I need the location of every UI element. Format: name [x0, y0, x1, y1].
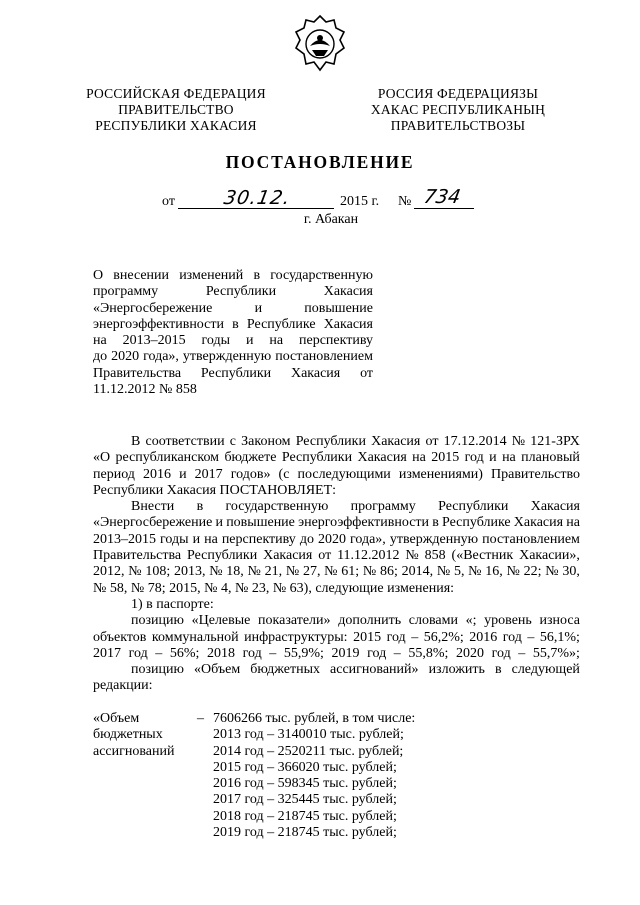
body-word: 56,2%; — [423, 629, 464, 645]
body-line — [93, 662, 580, 678]
body-word: год — [367, 645, 387, 661]
funding-line: 2015 год – 366020 тыс. рублей; — [213, 759, 397, 775]
body-word: на — [502, 450, 516, 466]
body-word: 56%; — [169, 645, 200, 661]
date-prefix: от — [162, 194, 175, 209]
body-word: год — [242, 645, 262, 661]
body-word: и — [489, 450, 497, 466]
subject-line — [93, 366, 373, 382]
body-word: ассигнований» — [330, 662, 419, 678]
subject-word: на — [93, 333, 107, 349]
body-word: соответствии — [145, 434, 225, 449]
body-word: до — [299, 531, 314, 547]
body-word: года», — [349, 531, 386, 547]
body-word: № — [511, 434, 526, 449]
body-word: на — [566, 515, 580, 531]
body-line — [93, 646, 580, 662]
body-text — [93, 434, 580, 695]
body-line — [93, 483, 580, 499]
body-word: 55,8%; — [408, 645, 449, 661]
body-word: 55,9%; — [283, 645, 324, 661]
body-word: («Вестник — [451, 548, 514, 564]
header-right-line: РОССИЯ ФЕДЕРАЦИЯЗЫ — [377, 86, 539, 101]
body-line — [93, 630, 580, 646]
subject-block — [93, 268, 373, 398]
body-word: 17.12.2014 — [443, 434, 507, 449]
body-word: № — [506, 564, 520, 580]
subject-word: и — [245, 333, 254, 349]
body-word: – — [527, 629, 535, 645]
body-word: с — [229, 434, 236, 449]
body-word: Хакасия — [263, 548, 313, 564]
body-word: 2019 — [331, 645, 360, 661]
body-line — [93, 434, 580, 450]
body-word: словами — [408, 613, 458, 629]
body-word: – — [518, 645, 526, 661]
body-word: 2014, — [401, 564, 434, 580]
subject-line — [93, 382, 373, 398]
body-line — [93, 515, 580, 531]
body-word: 2013–2015 — [93, 531, 156, 547]
body-word: год — [128, 645, 148, 661]
body-word: период — [93, 466, 135, 482]
body-word: В — [131, 434, 141, 449]
subject-word: изменений — [179, 268, 244, 283]
body-word: № — [468, 564, 482, 580]
number-underline — [414, 208, 474, 209]
subject-line — [93, 317, 373, 333]
subject-word: Республики — [200, 365, 272, 381]
body-word: 2015 — [353, 629, 382, 645]
body-word: в — [196, 499, 204, 515]
subject-word: постановлением — [275, 349, 373, 365]
body-word: Правительства — [93, 548, 182, 564]
body-word: инфраструктуры: — [244, 629, 348, 645]
body-word: государственную — [225, 499, 329, 515]
body-word: объектов — [93, 629, 147, 645]
coat-of-arms-icon — [292, 14, 348, 74]
body-word: № — [247, 564, 261, 580]
subject-word: на — [269, 333, 284, 349]
body-word: 22; — [523, 564, 542, 580]
body-word: Хакасия — [530, 499, 580, 515]
body-line — [93, 532, 580, 548]
header-right-line: ХАКАС РЕСПУБЛИКАНЫҢ — [370, 102, 546, 117]
subject-word: Хакасия — [323, 284, 373, 300]
body-word: 2012, — [93, 564, 125, 580]
body-word: Республики Хакасия ПОСТАНОВЛЯЕТ: — [93, 482, 337, 498]
body-word: и — [179, 466, 187, 482]
body-word: износа — [539, 613, 580, 629]
body-word: год — [386, 629, 406, 645]
body-word: «; — [465, 613, 477, 629]
body-word: от — [318, 548, 332, 564]
body-word: перспективу — [221, 531, 296, 547]
body-word: показатели» — [258, 613, 331, 629]
subject-word: в — [232, 316, 239, 332]
body-line — [93, 581, 580, 597]
subject-word: 2020 — [111, 349, 140, 365]
subject-word: энергоэффективности — [93, 316, 224, 332]
body-line — [93, 613, 580, 629]
header-right — [355, 86, 561, 134]
body-word: Республики — [186, 548, 258, 564]
body-word: 1) в паспорте: — [131, 596, 214, 612]
body-word: в — [494, 662, 502, 678]
body-word: 18, — [226, 564, 244, 580]
funding-line: 2019 год – 218745 тыс. рублей; — [213, 825, 397, 841]
body-word: 86; — [379, 564, 398, 580]
body-word: повышение — [226, 515, 295, 531]
city: г. Абакан — [303, 212, 359, 227]
body-word: «Энергосбережение — [93, 515, 213, 531]
subject-word: до — [93, 349, 108, 365]
subject-word: Хакасия — [323, 316, 373, 332]
subject-line — [93, 301, 373, 317]
body-line — [93, 499, 580, 515]
subject-word: 2013–2015 — [122, 333, 186, 349]
body-word: Хакасии», — [519, 548, 580, 564]
body-word: Хакасия — [371, 434, 421, 449]
subject-word: программу — [93, 284, 159, 300]
body-line — [93, 548, 580, 564]
subject-word: повышение — [304, 300, 373, 316]
funding-line: 2016 год – 598345 тыс. рублей; — [213, 776, 397, 792]
body-word: редакции: — [93, 678, 153, 694]
body-word: изложить — [428, 662, 485, 678]
body-line — [93, 450, 580, 466]
header-left-line: ПРАВИТЕЛЬСТВО — [118, 102, 234, 117]
body-word: бюджете — [224, 450, 277, 466]
body-word: в — [432, 515, 439, 531]
body-word: «Объем — [194, 662, 241, 678]
body-word: 2013, — [173, 564, 206, 580]
body-word: на — [204, 531, 218, 547]
subject-word: Хакасия — [290, 365, 341, 381]
body-word: год — [464, 450, 484, 466]
body-word: дополнить — [338, 613, 402, 629]
subject-word: 11.12.2012 № 858 — [93, 382, 197, 398]
subject-word: года», — [143, 349, 179, 365]
subject-word: перспективу — [299, 333, 373, 349]
handwritten-number: 734 — [422, 186, 463, 208]
body-word: годы — [160, 531, 189, 547]
body-word: 2020 — [456, 645, 484, 661]
body-line — [93, 467, 580, 483]
subject-word: от — [360, 365, 373, 381]
body-word: позицию — [131, 613, 184, 629]
body-word: 27, — [302, 564, 321, 580]
body-word: № — [362, 564, 377, 580]
header-right-line: ПРАВИТЕЛЬСТВОЗЫ — [390, 118, 526, 133]
body-word: – — [411, 629, 419, 645]
subject-word: внесении — [113, 268, 170, 283]
funding-line: 2018 год – 218745 тыс. рублей; — [213, 808, 397, 824]
body-word: на — [412, 450, 426, 466]
date-year: 2015 г. — [340, 194, 380, 209]
body-word: 2017 — [93, 645, 121, 661]
funding-label-line: бюджетных — [93, 727, 163, 743]
funding-line: 2013 год – 3140010 тыс. рублей; — [213, 727, 404, 743]
body-word: 16, — [485, 564, 503, 580]
subject-word: Республике — [246, 316, 316, 332]
funding-line: 2017 год – 325445 тыс. рублей; — [213, 792, 397, 808]
funding-lines — [213, 711, 415, 841]
subject-word: годы — [201, 333, 231, 349]
body-word: Республики — [438, 499, 509, 515]
body-word: 21, — [264, 564, 283, 580]
body-word: № — [285, 564, 300, 580]
funding-dash: – — [197, 711, 204, 726]
body-word: № — [545, 564, 559, 580]
body-word: (с — [278, 466, 290, 482]
body-word: Хакасия — [513, 515, 564, 531]
body-word: 5, — [453, 564, 465, 580]
subject-word: О — [93, 268, 104, 283]
body-word: и — [192, 531, 201, 547]
body-word: 858 — [424, 548, 446, 564]
body-word: 2020 — [317, 531, 346, 547]
body-word: № — [209, 564, 223, 580]
body-word: 61; — [341, 564, 360, 580]
funding-label — [93, 711, 183, 760]
body-word: год — [502, 629, 522, 645]
body-word: «Целевые — [191, 613, 251, 629]
body-word: плановый — [521, 450, 580, 466]
funding-label-line: ассигнований — [93, 743, 175, 759]
body-word: Республике — [442, 515, 511, 531]
body-word: – — [269, 645, 277, 661]
body-word: постановлением — [482, 531, 580, 547]
body-word: 121-ЗРХ — [530, 434, 580, 449]
body-word: Республики — [295, 434, 366, 449]
body-word: № — [405, 548, 419, 564]
body-word: Хакасия — [357, 450, 407, 466]
body-line — [93, 597, 580, 613]
body-word: последующими — [297, 466, 391, 482]
body-word: 11.12.2012 — [337, 548, 400, 564]
body-word: Внести — [131, 499, 175, 515]
body-word: коммунальной — [151, 629, 239, 645]
funding-line: 7606266 тыс. рублей, в том числе: — [213, 711, 416, 726]
body-word: 2015 — [431, 450, 460, 466]
funding-label-line: «Объем — [93, 711, 140, 726]
body-word: 2016 — [143, 466, 171, 482]
header-left-line: РЕСПУБЛИКИ ХАКАСИЯ — [95, 118, 257, 133]
subject-line — [93, 333, 373, 349]
body-word: 30, — [562, 564, 580, 580]
document-title: ПОСТАНОВЛЕНИЕ — [225, 152, 415, 172]
header-left-line: РОССИЙСКАЯ ФЕДЕРАЦИЯ — [86, 86, 266, 101]
funding-line: 2014 год – 2520211 тыс. рублей; — [213, 743, 404, 759]
body-word: годов» — [230, 466, 271, 482]
body-word: республиканском — [115, 450, 220, 466]
body-word: 2016 — [469, 629, 498, 645]
body-word: «О — [93, 450, 111, 466]
handwritten-date: 30.12. — [222, 187, 293, 209]
body-word: 108; — [145, 564, 171, 580]
body-word: 2018 — [207, 645, 235, 661]
body-word: – — [393, 645, 401, 661]
body-word: энергоэффективности — [298, 515, 430, 531]
subject-word: в — [253, 268, 261, 283]
subject-word: Правительства — [93, 365, 182, 381]
body-word: бюджетных — [250, 662, 320, 678]
subject-word: государственную — [270, 268, 373, 283]
body-word: позицию — [131, 662, 184, 678]
body-word: год — [491, 645, 511, 661]
body-word: следующей — [511, 662, 580, 678]
body-word: и — [215, 515, 224, 531]
body-word: Законом — [241, 434, 291, 449]
body-line — [93, 564, 580, 580]
subject-word: Республики — [205, 284, 277, 300]
body-word: уровень — [484, 613, 532, 629]
subject-word: утвержденную — [182, 349, 272, 365]
header-left — [68, 86, 284, 134]
body-word: Правительство — [491, 466, 580, 482]
number-sign: № — [398, 194, 412, 209]
body-word: изменениями) — [398, 466, 483, 482]
body-word: 56,1%; — [539, 629, 580, 645]
body-word: № — [128, 564, 142, 580]
body-word: Республики — [281, 450, 353, 466]
body-word: № — [324, 564, 338, 580]
body-line — [93, 678, 580, 694]
body-word: № 58, № 78; 2015, № 4, № 23, № 63), следующие изменения: — [93, 580, 455, 596]
subject-line — [93, 349, 373, 365]
body-word: 2017 — [194, 466, 223, 482]
body-word: от — [425, 434, 439, 449]
subject-word: и — [254, 300, 263, 316]
subject-line — [93, 284, 373, 300]
body-word: – — [155, 645, 163, 661]
subject-line — [93, 268, 373, 284]
body-word: программу — [350, 499, 416, 515]
body-word: 55,7%»; — [532, 645, 580, 661]
body-word: утвержденную — [389, 531, 479, 547]
body-word: № — [436, 564, 451, 580]
subject-word: «Энергосбережение — [93, 300, 213, 316]
